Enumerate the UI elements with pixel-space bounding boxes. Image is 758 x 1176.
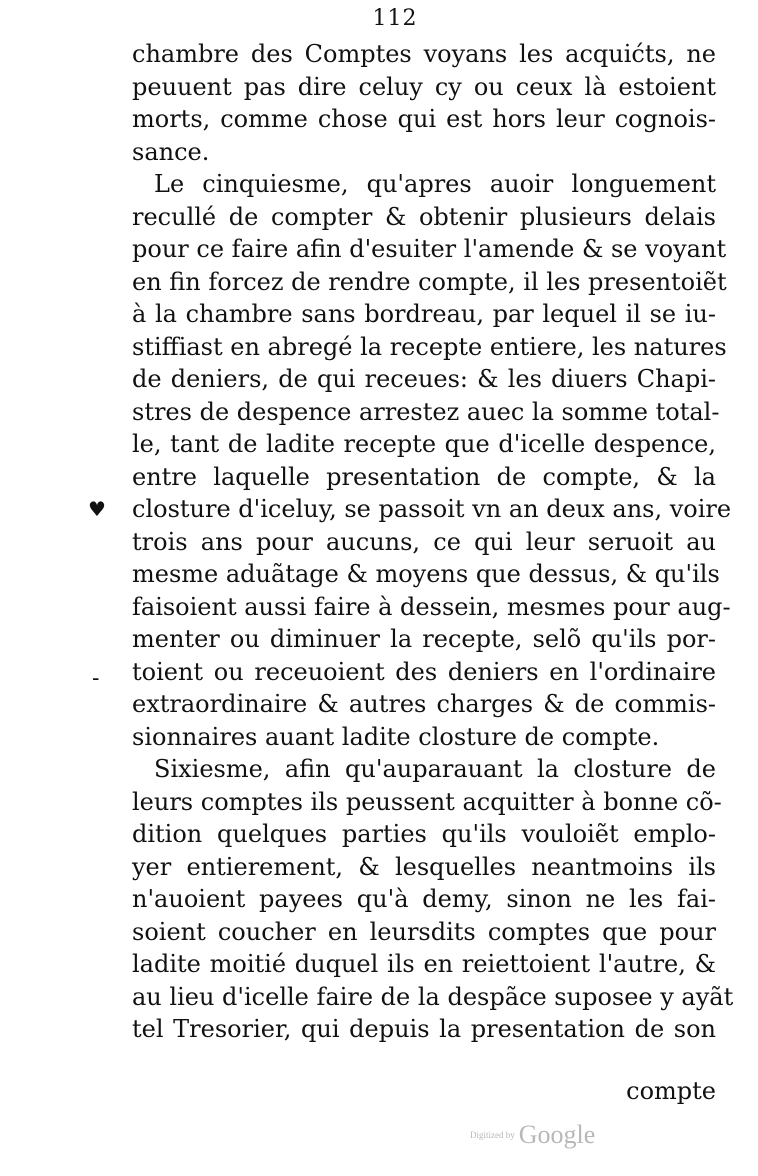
google-logo: Google — [518, 1120, 596, 1149]
margin-heart-icon: ♥ — [88, 497, 106, 521]
text-line: trois ans pour aucuns, ce qui leur seruoit au — [132, 527, 716, 556]
text-line: dition quelques parties qu'ils vouloiẽt emplo- — [132, 820, 716, 848]
text-line: à la chambre sans bordreau, par lequel il se iu- — [132, 300, 716, 328]
text-line: soient coucher en leursdits comptes que pour — [132, 917, 716, 946]
text-line: de deniers, de qui receues: & les diuers Chapi- — [132, 365, 716, 393]
text-line: toient ou receuoient des deniers en l'ordinaire — [132, 657, 716, 686]
text-line: yer entierement, & lesquelles neantmoins ils — [132, 852, 716, 881]
margin-dash-mark: - — [92, 666, 100, 691]
text-line: au lieu d'icelle faire de la despãce suposee y ayãt — [132, 982, 734, 1011]
text-line: stiffiast en abregé la recepte entiere, les natures — [132, 332, 727, 361]
text-body — [132, 38, 734, 1046]
text-line: tel Tresorier, qui depuis la presentation de son — [132, 1015, 716, 1043]
text-line: faisoient aussi faire à dessein, mesmes pour aug- — [132, 592, 731, 621]
text-line: en fin forcez de rendre compte, il les presentoiẽt — [132, 267, 727, 296]
text-line: le, tant de ladite recepte que d'icelle despence, — [132, 430, 716, 458]
text-line: stres de despence arrestez auec la somme total- — [132, 397, 720, 426]
catchword: compte — [626, 1077, 716, 1105]
text-line: chambre des Comptes voyans les acquićts, ne — [132, 40, 716, 68]
text-line: closture d'iceluy, se passoit vn an deux ans, voire — [132, 495, 732, 523]
text-line: Sixiesme, afin qu'auparauant la closture de — [154, 755, 716, 783]
page-number: 112 — [372, 6, 418, 31]
text-line: mesme aduãtage & moyens que dessus, & qu'ils — [132, 560, 720, 588]
text-line: recullé de compter & obtenir plusieurs delais — [132, 202, 716, 231]
text-line: n'auoient payees qu'à demy, sinon ne les fai- — [132, 885, 716, 913]
text-line: sionnaires auant ladite closture de compte. — [132, 722, 660, 751]
text-line: menter ou diminuer la recepte, selõ qu'ils por- — [132, 625, 716, 653]
digitized-watermark — [470, 1120, 595, 1150]
text-line: peuuent pas dire celuy cy ou ceux là estoient — [132, 72, 716, 101]
text-line: pour ce faire afin d'esuiter l'amende & se voyant — [132, 235, 727, 263]
text-line: entre laquelle presentation de compte, & la — [132, 462, 716, 491]
text-line: extraordinaire & autres charges & de commis- — [132, 690, 716, 718]
text-line: leurs comptes ils peussent acquitter à bonne cõ- — [132, 787, 722, 816]
text-line: sance. — [132, 137, 210, 166]
text-line: morts, comme chose qui est hors leur cognois- — [132, 105, 716, 133]
text-line: Le cinquiesme, qu'apres auoir longuement — [154, 170, 716, 198]
watermark-prefix: Digitized by — [470, 1130, 515, 1140]
text-line: ladite moitié duquel ils en reiettoient l'autre, & — [132, 950, 716, 978]
